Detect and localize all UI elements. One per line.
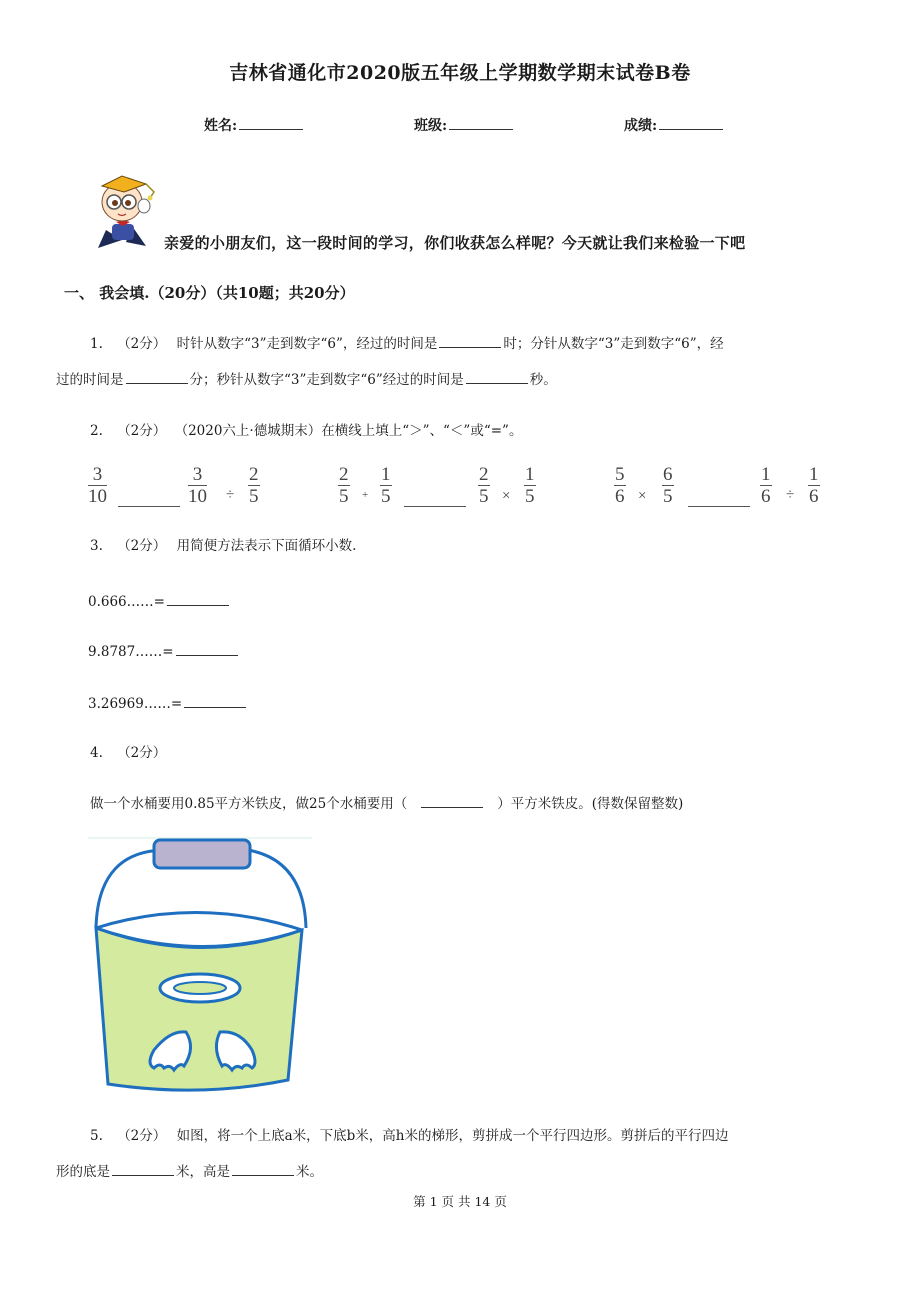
q1-text-d: 分；秒针从数字“3”走到数字“6”经过的时间是 [189,372,464,388]
class-blank[interactable] [449,128,513,130]
q3-item-2: 9.8787……= [88,642,240,662]
q1-text-c: 过的时间是 [56,372,124,388]
name-blank[interactable] [239,128,303,130]
score-blank[interactable] [659,128,723,130]
fraction: 1 6 [809,464,819,507]
q4-number: 4. [90,745,103,761]
fraction: 1 5 [381,464,391,507]
section-title: 一、 我会填.（20分）（共10题；共20分） [64,284,355,302]
q5-points: （2分） [117,1128,167,1144]
fraction: 2 5 [249,464,259,507]
fraction: 1 5 [525,464,535,507]
name-field [204,115,305,135]
q2-blank-3[interactable] [688,505,750,507]
question-4-header [90,743,166,763]
q1-points: （2分） [117,336,167,352]
page-number: 第 1 页 共 14 页 [413,1194,507,1209]
fraction: 3 10 [188,464,207,507]
class-field [414,115,515,135]
q2-text: （2020六上·德城期末）在横线上填上“＞”、“＜”或“=”。 [174,423,523,439]
question-5-line1 [90,1126,728,1146]
q5-blank-height[interactable] [232,1174,294,1176]
q5-number: 5. [90,1128,103,1144]
question-3-header [90,536,356,556]
fraction: 6 5 [663,464,673,507]
divide-operator: ÷ [226,487,235,503]
question-1-line2 [56,370,557,390]
q2-number: 2. [90,423,103,439]
fraction: 2 5 [339,464,349,507]
fraction: 5 6 [615,464,625,507]
q4-blank[interactable] [421,806,483,808]
q3-number: 3. [90,538,103,554]
question-2-header [90,421,522,441]
q1-text-e: 秒。 [529,372,557,388]
water-bucket-image [88,836,312,1098]
fraction: 3 10 [88,464,107,507]
multiply-operator: × [638,488,647,504]
q3-points: （2分） [117,538,167,554]
fraction: 1 6 [761,464,771,507]
question-5-line2: 形的底是 米，高是 米。 [56,1164,323,1180]
q5-text: 如图，将一个上底a米，下底b米，高h米的梯形，剪拼成一个平行四边形。剪拼后的平行四边 [176,1128,729,1144]
q1-text-b: 时；分针从数字“3”走到数字“6”，经 [503,336,724,352]
q3-blank-3[interactable] [184,706,246,708]
q3-blank-1[interactable] [167,604,229,606]
intro-text: 亲爱的小朋友们，这一段时间的学习，你们收获怎么样呢？今天就让我们来检验一下吧 [164,234,746,252]
q3-blank-2[interactable] [176,654,238,656]
q3-item-3: 3.26969……= [88,694,248,714]
question-1-line1 [90,334,724,354]
fraction: 2 5 [479,464,489,507]
plus-operator: + [362,489,369,501]
name-label: 姓名: [204,118,238,134]
q5-blank-base[interactable] [112,1174,174,1176]
score-label: 成绩: [624,118,658,134]
q2-blank-2[interactable] [404,505,466,507]
q1-blank-hour[interactable] [439,346,501,348]
q1-number: 1. [90,336,103,352]
divide-operator: ÷ [786,487,795,503]
q3-item-1: 0.666……= [88,592,231,612]
q2-blank-1[interactable] [118,505,180,507]
q1-blank-minute[interactable] [126,382,188,384]
q3-text: 用简便方法表示下面循环小数. [176,538,357,554]
q1-text-a: 时针从数字“3”走到数字“6”，经过的时间是 [176,336,438,352]
q2-points: （2分） [117,423,167,439]
score-field [624,115,725,135]
class-label: 班级: [414,118,448,134]
q1-blank-second[interactable] [466,382,528,384]
q4-points: （2分） [117,745,167,761]
question-4-text: 做一个水桶要用0.85平方米铁皮，做25个水桶要用（ ）平方米铁皮。(得数保留整数) [90,796,684,812]
multiply-operator: × [502,488,511,504]
mascot-icon [92,168,166,250]
page-title: 吉林省通化市2020版五年级上学期数学期末试卷B卷 [229,62,691,84]
